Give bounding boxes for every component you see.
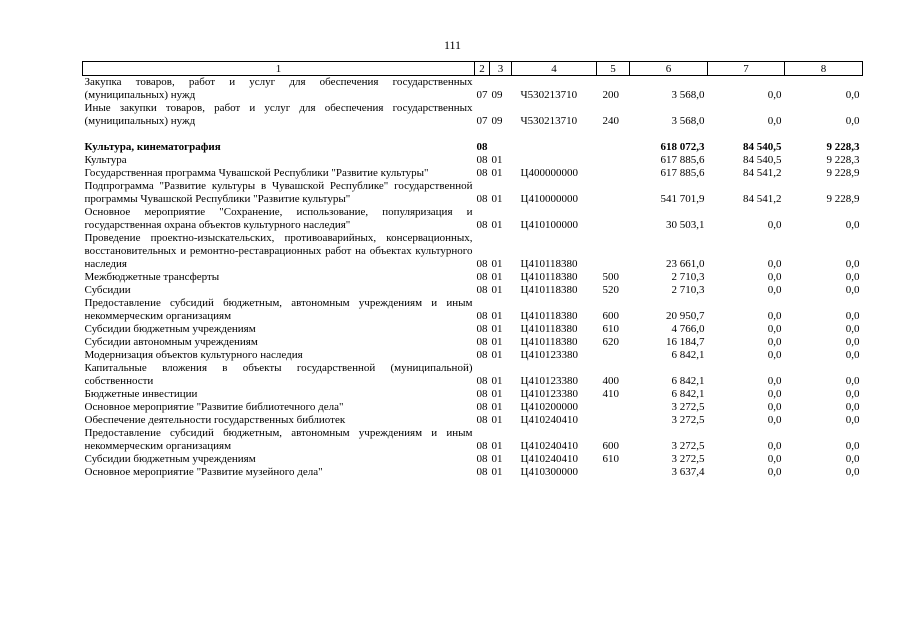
row-name: Закупка товаров, работ и услуг для обеспечения государственных (муниципальных) нужд <box>84 76 473 101</box>
section-code: 08 <box>476 466 488 478</box>
table-row <box>83 466 863 479</box>
amount-col-7: 84 541,2 <box>743 167 782 179</box>
subsection-code: 01 <box>491 154 503 166</box>
amount-col-6: 16 184,7 <box>666 336 705 348</box>
row-name: Предоставление субсидий бюджетным, автономным учреждениям и иным некоммерческим организациям <box>84 427 473 452</box>
table-row <box>83 336 863 349</box>
subsection-code: 01 <box>491 349 503 361</box>
expense-type-code <box>597 141 630 154</box>
table-body <box>83 76 863 480</box>
amount-col-7: 0,0 <box>767 466 782 478</box>
amount-col-7: 0,0 <box>767 375 782 387</box>
row-name: Проведение проектно-изыскательских, противоаварийных, консервационных, восстановительных и ремонтно-реставрационных работ на объектах культурного наследия <box>84 232 473 270</box>
row-name: Субсидии <box>84 284 131 296</box>
amount-col-8: 9 228,9 <box>826 193 860 205</box>
amount-col-8: 0,0 <box>845 453 860 465</box>
amount-col-8: 0,0 <box>845 414 860 426</box>
row-name: Субсидии бюджетным учреждениям <box>84 453 256 465</box>
table-row <box>83 388 863 401</box>
amount-col-7: 0,0 <box>767 219 782 231</box>
target-article-code: Ч530213710 <box>520 115 578 127</box>
row-name: Основное мероприятие "Развитие библиотечного дела" <box>84 401 344 413</box>
subsection-code: 01 <box>491 466 503 478</box>
column-header: 4 <box>512 62 597 76</box>
target-article-code <box>512 154 597 167</box>
amount-col-6: 30 503,1 <box>666 219 705 231</box>
target-article-code: Ц410118380 <box>520 271 578 283</box>
section-code: 08 <box>476 401 488 413</box>
amount-col-6: 541 701,9 <box>660 193 705 205</box>
expense-type-code: 410 <box>602 388 619 400</box>
section-code: 08 <box>476 219 488 231</box>
section-code: 07 <box>476 115 488 127</box>
amount-col-6: 3 568,0 <box>671 89 705 101</box>
subsection-code: 01 <box>491 271 503 283</box>
row-name: Капитальные вложения в объекты государственной (муниципальной) собственности <box>84 362 473 387</box>
amount-col-6: 20 950,7 <box>666 310 705 322</box>
target-article-code: Ц410123380 <box>520 375 578 387</box>
amount-col-8: 0,0 <box>845 89 860 101</box>
amount-col-8: 0,0 <box>845 284 860 296</box>
section-code: 08 <box>476 414 488 426</box>
subsection-code: 01 <box>491 401 503 413</box>
expense-type-code <box>597 349 630 362</box>
row-name: Субсидии автономным учреждениям <box>84 336 258 348</box>
amount-col-7: 0,0 <box>767 336 782 348</box>
header-row <box>83 62 863 76</box>
subsection-code: 01 <box>491 193 503 205</box>
target-article-code: Ц410300000 <box>520 466 578 478</box>
amount-col-8: 9 228,9 <box>826 167 860 179</box>
expense-type-code: 500 <box>602 271 619 283</box>
amount-col-6: 3 272,5 <box>671 401 705 413</box>
section-code: 08 <box>476 284 488 296</box>
column-header: 7 <box>708 62 785 76</box>
amount-col-8: 0,0 <box>845 401 860 413</box>
expense-type-code: 520 <box>602 284 619 296</box>
target-article-code: Ц410100000 <box>520 219 578 231</box>
target-article-code: Ц410118380 <box>520 336 578 348</box>
table-row <box>83 453 863 466</box>
amount-col-7: 84 541,2 <box>743 193 782 205</box>
column-header: 1 <box>83 62 475 76</box>
table-row <box>83 401 863 414</box>
subsection-code: 01 <box>491 219 503 231</box>
expense-type-code: 610 <box>602 453 619 465</box>
row-name: Культура <box>84 154 127 166</box>
row-name: Предоставление субсидий бюджетным, автономным учреждениям и иным некоммерческим организациям <box>84 297 473 322</box>
amount-col-7: 84 540,5 <box>743 154 782 166</box>
table-row <box>83 154 863 167</box>
target-article-code: Ц410118380 <box>520 284 578 296</box>
table-row <box>83 297 863 323</box>
amount-col-8: 0,0 <box>845 258 860 270</box>
amount-col-8: 0,0 <box>845 336 860 348</box>
table-row <box>83 141 863 154</box>
section-code: 08 <box>476 141 488 153</box>
amount-col-6: 618 072,3 <box>660 141 705 153</box>
subsection-code: 01 <box>491 440 503 452</box>
amount-col-7: 0,0 <box>767 414 782 426</box>
row-name: Бюджетные инвестиции <box>84 388 198 400</box>
row-name: Межбюджетные трансферты <box>84 271 220 283</box>
table-row <box>83 102 863 128</box>
amount-col-8: 0,0 <box>845 323 860 335</box>
table-row <box>83 323 863 336</box>
expense-type-code <box>597 414 630 427</box>
row-name: Модернизация объектов культурного наследия <box>84 349 303 361</box>
expense-type-code: 240 <box>602 115 619 127</box>
amount-col-6: 617 885,6 <box>660 154 705 166</box>
amount-col-8: 0,0 <box>845 310 860 322</box>
budget-table <box>82 61 863 479</box>
column-header: 3 <box>490 62 512 76</box>
amount-col-7: 0,0 <box>767 388 782 400</box>
target-article-code: Ц400000000 <box>520 167 578 179</box>
row-name: Подпрограмма "Развитие культуры в Чувашской Республике" государственной программы Чувашской Республики "Развитие культуры" <box>84 180 473 205</box>
subsection-code: 01 <box>491 284 503 296</box>
target-article-code <box>512 141 597 154</box>
expense-type-code <box>597 167 630 180</box>
table-row <box>83 362 863 388</box>
amount-col-7: 0,0 <box>767 453 782 465</box>
amount-col-7: 0,0 <box>767 349 782 361</box>
table-row <box>83 349 863 362</box>
amount-col-7: 0,0 <box>767 271 782 283</box>
section-code: 08 <box>476 167 488 179</box>
amount-col-8: 0,0 <box>845 115 860 127</box>
row-name: Государственная программа Чувашской Республики "Развитие культуры" <box>84 167 429 179</box>
subsection-code: 01 <box>491 375 503 387</box>
expense-type-code <box>597 401 630 414</box>
subsection-code: 01 <box>491 323 503 335</box>
spacer-cell <box>83 128 863 141</box>
row-name: Основное мероприятие "Развитие музейного дела" <box>84 466 323 478</box>
amount-col-6: 4 766,0 <box>671 323 705 335</box>
amount-col-7: 84 540,5 <box>743 141 782 153</box>
expense-type-code <box>597 206 630 232</box>
row-name: Основное мероприятие "Сохранение, использование, популяризация и государственная охрана объектов культурного наследия" <box>84 206 473 231</box>
amount-col-8: 0,0 <box>845 388 860 400</box>
subsection-code: 01 <box>491 336 503 348</box>
section-code: 08 <box>476 310 488 322</box>
section-code: 08 <box>476 375 488 387</box>
amount-col-6: 3 637,4 <box>671 466 705 478</box>
table-row <box>83 271 863 284</box>
expense-type-code: 200 <box>602 89 619 101</box>
target-article-code: Ц410118380 <box>520 310 578 322</box>
amount-col-6: 2 710,3 <box>671 271 705 283</box>
row-name: Субсидии бюджетным учреждениям <box>84 323 256 335</box>
column-header: 8 <box>785 62 863 76</box>
subsection-code: 01 <box>491 310 503 322</box>
section-code: 08 <box>476 388 488 400</box>
target-article-code: Ц410118380 <box>520 258 578 270</box>
target-article-code: Ц410240410 <box>520 453 578 465</box>
expense-type-code <box>597 232 630 271</box>
target-article-code: Ц410123380 <box>520 388 578 400</box>
section-code: 08 <box>476 440 488 452</box>
column-header: 2 <box>475 62 490 76</box>
amount-col-8: 0,0 <box>845 349 860 361</box>
amount-col-7: 0,0 <box>767 284 782 296</box>
amount-col-6: 3 272,5 <box>671 453 705 465</box>
subsection-code: 09 <box>491 89 503 101</box>
section-code: 08 <box>476 336 488 348</box>
section-code: 08 <box>476 193 488 205</box>
subsection-code: 09 <box>491 115 503 127</box>
amount-col-6: 23 661,0 <box>666 258 705 270</box>
target-article-code: Ц410000000 <box>520 193 578 205</box>
section-code: 08 <box>476 453 488 465</box>
amount-col-6: 617 885,6 <box>660 167 705 179</box>
amount-col-7: 0,0 <box>767 440 782 452</box>
expense-type-code <box>597 154 630 167</box>
target-article-code: Ц410240410 <box>520 440 578 452</box>
target-article-code: Ц410200000 <box>520 401 578 413</box>
table-row <box>83 427 863 453</box>
amount-col-6: 3 272,5 <box>671 440 705 452</box>
target-article-code: Ц410118380 <box>520 323 578 335</box>
expense-type-code <box>597 180 630 206</box>
amount-col-6: 3 272,5 <box>671 414 705 426</box>
amount-col-8: 0,0 <box>845 375 860 387</box>
subsection-code: 01 <box>491 388 503 400</box>
row-name: Обеспечение деятельности государственных библиотек <box>84 414 346 426</box>
amount-col-8: 0,0 <box>845 219 860 231</box>
table-row <box>83 414 863 427</box>
amount-col-7: 0,0 <box>767 323 782 335</box>
section-code: 08 <box>476 349 488 361</box>
expense-type-code: 620 <box>602 336 619 348</box>
subsection-code: 01 <box>491 258 503 270</box>
section-code: 08 <box>476 154 488 166</box>
row-name: Иные закупки товаров, работ и услуг для обеспечения государственных (муниципальных) нужд <box>84 102 473 127</box>
amount-col-6: 6 842,1 <box>671 349 705 361</box>
amount-col-6: 6 842,1 <box>671 388 705 400</box>
amount-col-7: 0,0 <box>767 401 782 413</box>
table-row <box>83 76 863 103</box>
target-article-code: Ч530213710 <box>520 89 578 101</box>
expense-type-code: 610 <box>602 323 619 335</box>
amount-col-7: 0,0 <box>767 89 782 101</box>
amount-col-8: 9 228,3 <box>826 154 860 166</box>
section-code: 08 <box>476 323 488 335</box>
target-article-code: Ц410123380 <box>520 349 578 361</box>
table-row <box>83 180 863 206</box>
amount-col-8: 9 228,3 <box>826 141 860 153</box>
row-name: Культура, кинематография <box>84 141 221 153</box>
subsection-code: 01 <box>491 453 503 465</box>
table-row <box>83 167 863 180</box>
subsection-code: 01 <box>491 167 503 179</box>
amount-col-8: 0,0 <box>845 440 860 452</box>
page-number: 111 <box>443 38 462 52</box>
amount-col-6: 2 710,3 <box>671 284 705 296</box>
target-article-code: Ц410240410 <box>520 414 578 426</box>
section-code: 08 <box>476 258 488 270</box>
expense-type-code: 400 <box>602 375 619 387</box>
expense-type-code <box>597 466 630 479</box>
amount-col-8: 0,0 <box>845 466 860 478</box>
amount-col-6: 6 842,1 <box>671 375 705 387</box>
spacer-row <box>83 128 863 141</box>
subsection-code <box>490 141 512 154</box>
section-code: 08 <box>476 271 488 283</box>
amount-col-8: 0,0 <box>845 271 860 283</box>
expense-type-code: 600 <box>602 440 619 452</box>
amount-col-7: 0,0 <box>767 115 782 127</box>
subsection-code: 01 <box>491 414 503 426</box>
expense-type-code: 600 <box>602 310 619 322</box>
table-row <box>83 206 863 232</box>
amount-col-7: 0,0 <box>767 258 782 270</box>
amount-col-7: 0,0 <box>767 310 782 322</box>
amount-col-6: 3 568,0 <box>671 115 705 127</box>
table-row <box>83 284 863 297</box>
column-header: 6 <box>630 62 708 76</box>
section-code: 07 <box>476 89 488 101</box>
column-header: 5 <box>597 62 630 76</box>
table-row <box>83 232 863 271</box>
